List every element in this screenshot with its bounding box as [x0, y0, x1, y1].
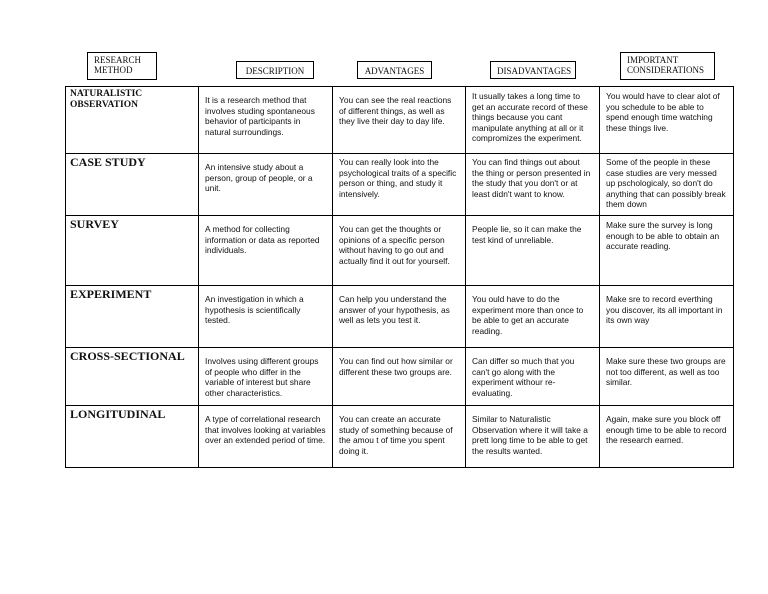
method-cell: EXPERIMENT: [66, 286, 199, 348]
method-cell: NATURALISTIC OBSERVATION: [66, 87, 199, 154]
method-cell: SURVEY: [66, 216, 199, 286]
disadvantages-cell: People lie, so it can make the test kind of unreliable.: [466, 216, 600, 286]
header-description: DESCRIPTION: [236, 61, 314, 79]
table-row: [66, 216, 734, 286]
considerations-cell: Make sure these two groups are not too different, as well as too similar.: [600, 348, 734, 406]
table-row: [66, 154, 734, 216]
table-row: [66, 87, 734, 154]
considerations-cell: You would have to clear alot of you schedule to be able to spend enough time watching these things live.: [600, 87, 734, 154]
header-important-considerations: IMPORTANT CONSIDERATIONS: [620, 52, 715, 80]
considerations-cell: Make sre to record everthing you discover, its all important in its own way: [600, 286, 734, 348]
method-cell: LONGITUDINAL: [66, 406, 199, 468]
description-cell: An intensive study about a person, group of people, or a unit.: [199, 154, 333, 216]
method-cell: CROSS-SECTIONAL: [66, 348, 199, 406]
header-advantages: ADVANTAGES: [357, 61, 432, 79]
description-cell: A method for collecting information or data as reported individuals.: [199, 216, 333, 286]
advantages-cell: You can find out how similar or different these two groups are.: [333, 348, 466, 406]
header-research-method: RESEARCH METHOD: [87, 52, 157, 80]
disadvantages-cell: Similar to Naturalistic Observation where it will take a prett long time to be able to get the results wanted.: [466, 406, 600, 468]
method-cell: CASE STUDY: [66, 154, 199, 216]
advantages-cell: You can get the thoughts or opinions of a specific person without having to go out and actually find it out for yourself.: [333, 216, 466, 286]
advantages-cell: You can create an accurate study of something because of the amou t of time you spent doing it.: [333, 406, 466, 468]
research-methods-table: [65, 86, 734, 468]
disadvantages-cell: You ould have to do the experiment more than once to be able to get an accurate reading.: [466, 286, 600, 348]
advantages-cell: You can really look into the psychological traits of a specific person or thing, and study it intensively.: [333, 154, 466, 216]
description-cell: An investigation in which a hypothesis is scientifically tested.: [199, 286, 333, 348]
disadvantages-cell: You can find things out about the thing or person presented in the study that you don't or at least didn't want to know.: [466, 154, 600, 216]
table-row: [66, 348, 734, 406]
considerations-cell: Make sure the survey is long enough to be able to obtain an accurate reading.: [600, 216, 734, 286]
advantages-cell: You can see the real reactions of different things, as well as they live their day to day life.: [333, 87, 466, 154]
description-cell: Involves using different groups of people who differ in the variable of interest but share other characteristics.: [199, 348, 333, 406]
header-disadvantages: DISADVANTAGES: [490, 61, 576, 79]
advantages-cell: Can help you understand the answer of your hypothesis, as well as lets you test it.: [333, 286, 466, 348]
disadvantages-cell: Can differ so much that you can't go along with the experiment withour re-evaluating.: [466, 348, 600, 406]
considerations-cell: Some of the people in these case studies are very messed up pschologicaly, so don't do anything that can possibly break them down: [600, 154, 734, 216]
description-cell: It is a research method that involves studing spontaneous behavior of participants in natural surroundings.: [199, 87, 333, 154]
considerations-cell: Again, make sure you block off enough time to be able to record the research earned.: [600, 406, 734, 468]
description-cell: A type of correlational research that involves looking at variables over an extended period of time.: [199, 406, 333, 468]
disadvantages-cell: It usually takes a long time to get an accurate record of these things because you cant manipulate anything at all or it compromizes the experiment.: [466, 87, 600, 154]
table-row: [66, 286, 734, 348]
table-row: [66, 406, 734, 468]
